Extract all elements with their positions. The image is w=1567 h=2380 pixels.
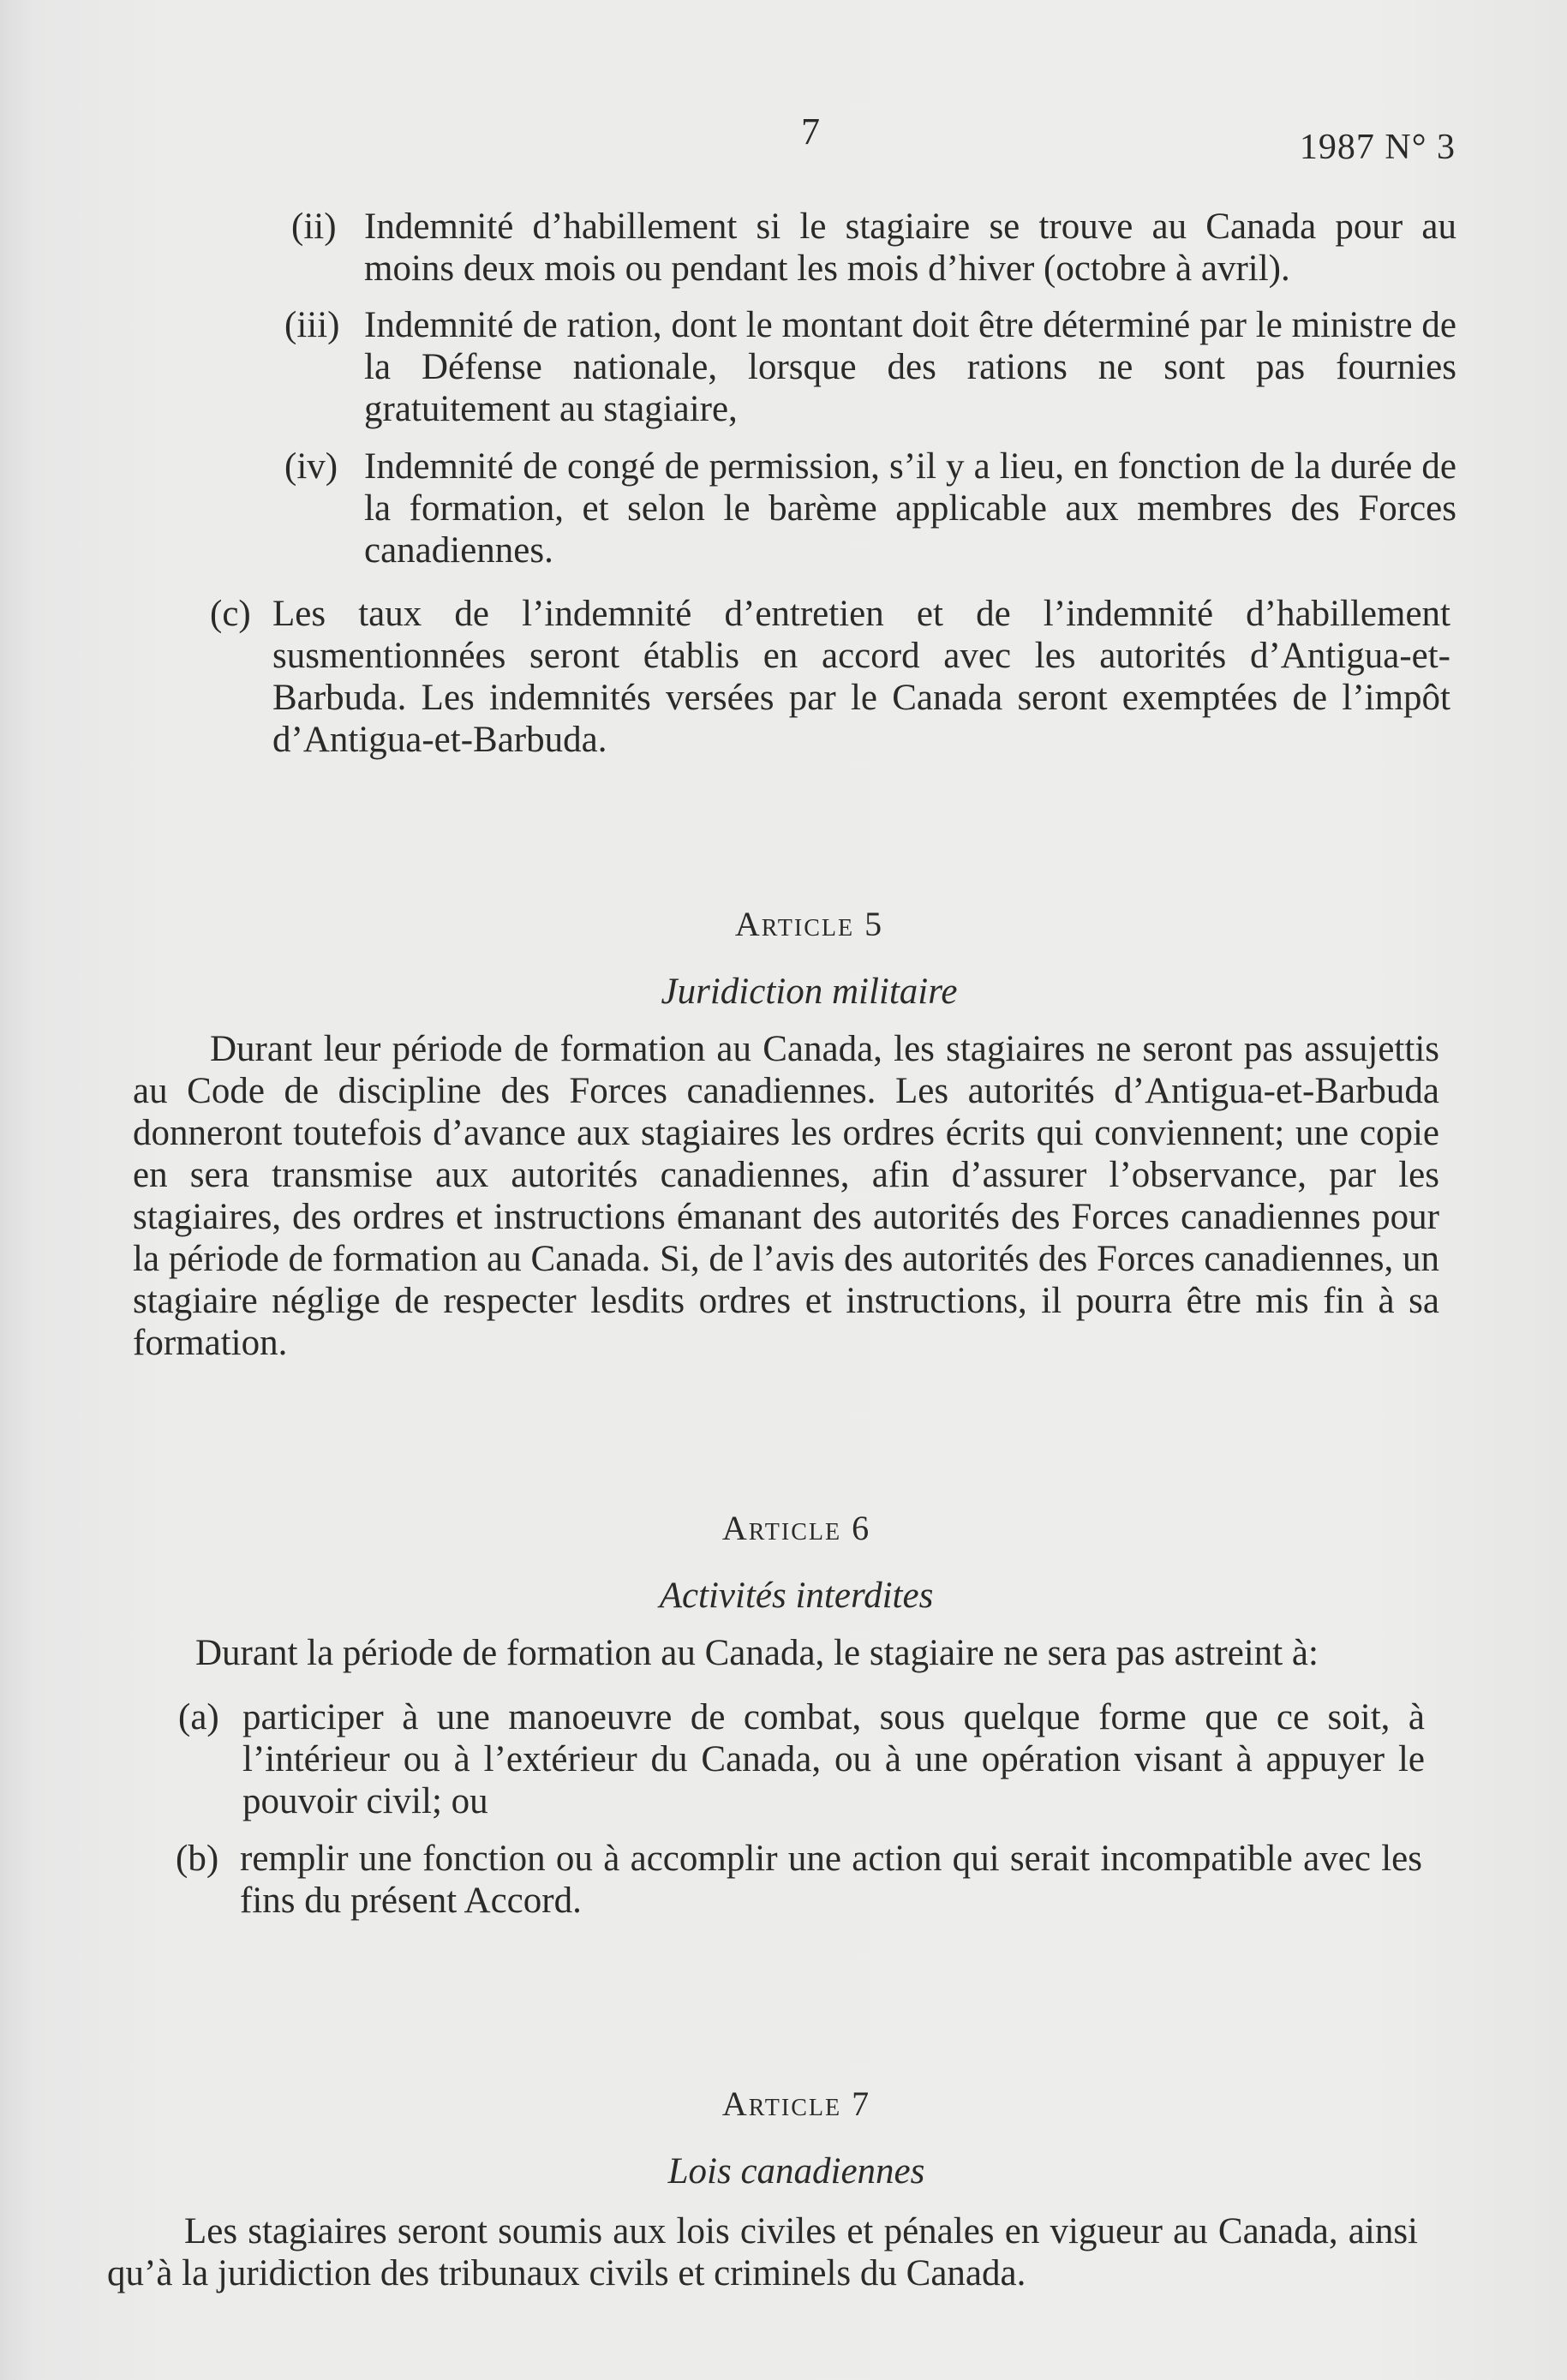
list-item-text: remplir une fonction ou à accomplir une action qui serait incompatible avec les fins du présent Accord. bbox=[240, 1839, 1422, 1921]
list-item-marker: (a) bbox=[178, 1697, 219, 1737]
list-item-marker: (iii) bbox=[284, 305, 340, 345]
article-intro: Durant la période de formation au Canada, le stagiaire ne sera pas astreint à: bbox=[195, 1633, 1319, 1673]
article-heading: Article 7 bbox=[721, 2084, 871, 2123]
clause-text: Les taux de l’indemnité d’entretien et de l’indemnité d’habillement susmentionnées seront établis en accord avec les autorités d’Antigua-et-Barbuda. Les indemnités versées par le Canada seront exemptées de l’impôt d’Antigua-et-Barbuda. bbox=[272, 594, 1450, 760]
list-item-text: Indemnité de ration, dont le montant doit être déterminé par le ministre de la Défense nationale, lorsque des rations ne sont pas fournies gratuitement au stagiaire, bbox=[364, 305, 1456, 429]
article-paragraph bbox=[133, 1028, 1439, 1364]
article-heading: Article 6 bbox=[721, 1509, 871, 1547]
article-paragraph bbox=[107, 2210, 1418, 2294]
article-title: Juridiction militaire bbox=[661, 972, 958, 1012]
article-paragraph-text: Durant leur période de formation au Canada, les stagiaires ne seront pas assujettis au Code de discipline des Forces canadiennes. Les autorités d’Antigua-et-Barbuda donneront toutefois d’avance aux stagiaires les ordres écrits qui conviennent; une copie en sera transmise aux autorités canadiennes, afin d’assurer l’observance, par les stagiaires, des ordres et instructions émanant des autorités des Forces canadiennes pour la période de formation au Canada. Si, de l’avis des autorités des Forces canadiennes, un stagiaire néglige de respecter lesdits ordres et instructions, il pourra être mis fin à sa formation. bbox=[133, 1029, 1439, 1363]
document-reference: 1987 N° 3 bbox=[1299, 128, 1456, 167]
article-heading: Article 5 bbox=[734, 905, 884, 943]
article-title: Lois canadiennes bbox=[667, 2151, 925, 2192]
list-item-text: Indemnité de congé de permission, s’il y a lieu, en fonction de la durée de la formation, et selon le barème applicable aux membres des Forces canadiennes. bbox=[364, 446, 1456, 571]
list-item-marker: (iv) bbox=[284, 446, 338, 487]
list-item-text: participer à une manoeuvre de combat, sous quelque forme que ce soit, à l’intérieur ou à l’extérieur du Canada, ou à une opération visant à appuyer le pouvoir civil; ou bbox=[242, 1697, 1425, 1821]
article-paragraph-text: Les stagiaires seront soumis aux lois civiles et pénales en vigueur au Canada, ainsi qu’à la juridiction des tribunaux civils et criminels du Canada. bbox=[107, 2211, 1418, 2293]
list-item-marker: (b) bbox=[176, 1839, 219, 1879]
list-item-text: Indemnité d’habillement si le stagiaire se trouve au Canada pour au moins deux mois ou pendant les mois d’hiver (octobre à avril). bbox=[364, 206, 1456, 289]
article-title: Activités interdites bbox=[659, 1576, 934, 1616]
page-number: 7 bbox=[801, 111, 820, 152]
list-item-marker: (ii) bbox=[291, 206, 337, 247]
clause-marker: (c) bbox=[210, 594, 251, 634]
